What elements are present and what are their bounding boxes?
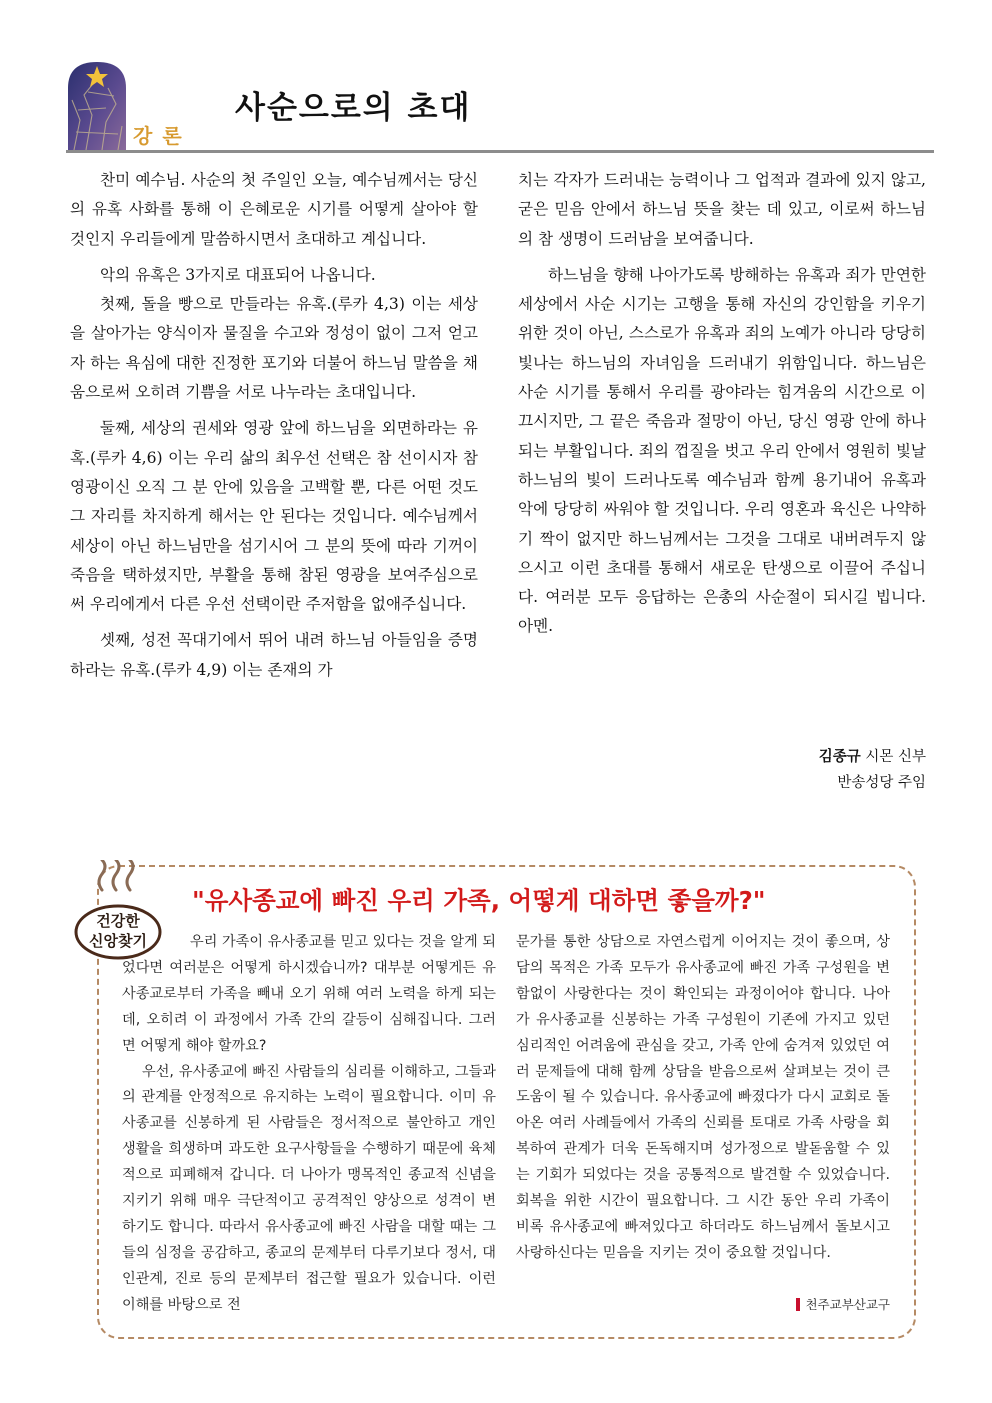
homily-paragraph: 찬미 예수님. 사순의 첫 주일인 오늘, 예수님께서는 당신의 유혹 사화를 통해 이 은혜로운 시기를 어떻게 살아야 할 것인지 우리들에게 말씀하시면서 초대하고 계십니다. (70, 171, 478, 248)
column-paragraph: 문가를 통한 상담으로 자연스럽게 이어지는 것이 좋으며, 상담의 목적은 가족 모두가 유사종교에 빠진 가족 구성원을 변함없이 사랑한다는 것이 확인되는 과정이어야 합니다. 나아가 유사종교를 신봉하는 가족 구성원이 기존에 가지고 있던 심리적인 어려움에 관심을 갖고, 가족 안에 숨겨져 있었던 여러 문제들에 대해 함께 상담을 받음으로써 살펴보는 것이 큰 도움이 될 수 있습니다. 유사종교에 빠졌다가 다시 교회로 돌아온 여러 사례들에서 가족의 신뢰를 토대로 가족 사랑을 회복하여 관계가 더욱 돈독해지며 성가정으로 발돋움할 수 있는 기회가 되었다는 것을 공통적으로 발견할 수 있었습니다. 회복을 위한 시간이 필요합니다. 그 시간 동안 우리 가족이 비록 유사종교에 빠져있다고 하더라도 하느님께서 돌보시고 사랑하신다는 믿음을 지키는 것이 중요할 것입니다. (516, 934, 890, 1261)
homily-paragraph: 하느님을 향해 나아가도록 방해하는 유혹과 죄가 만연한 세상에서 사순 시기는 고행을 통해 자신의 강인함을 키우기 위한 것이 아닌, 스스로가 유혹과 죄의 노예가 아니라 당당히 빛나는 하느님의 자녀임을 드러내기 위함입니다. 하느님은 사순 시기를 통해서 우리를 광야라는 힘겨움의 시간으로 이끄시지만, 그 끝은 죽음과 절망이 아닌, 당신 영광 안에 하나되는 부활입니다. 죄의 껍질을 벗고 우리 안에서 영원히 빛날 하느님의 빛이 드러나도록 예수님과 함께 용기내어 유혹과 악에 당당히 싸워야 할 것입니다. 우리 영혼과 육신은 나약하기 짝이 없지만 하느님께서는 그것을 그대로 내버려두지 않으시고 이런 초대를 통해서 새로운 탄생으로 이끌어 주십니다. 여러분 모두 응답하는 은총의 사순절이 되시길 빕니다. 아멘. (518, 265, 926, 636)
column-paragraph: 우선, 유사종교에 빠진 사람들의 심리를 이해하고, 그들과의 관계를 안정적으로 유지하는 노력이 필요합니다. 이미 유사종교를 신봉하게 된 사람들은 정서적으로 불안하고 개인 생활을 희생하며 과도한 요구사항들을 수행하기 때문에 육체적으로 피폐해져 갑니다. 더 나아가 맹목적인 종교적 신념을 지키기 위해 매우 극단적이고 공격적인 양상으로 성격이 변하기도 합니다. 따라서 유사종교에 빠진 사람을 대할 때는 그들의 심정을 공감하고, 종교의 문제부터 다루기보다 정서, 대인관계, 진로 등의 문제부터 접근할 필요가 있습니다. 이런 이해를 바탕으로 전 (122, 1063, 496, 1313)
homily-paragraph: 셋째, 성전 꼭대기에서 뛰어 내려 하느님 아들임을 증명하라는 유혹.(루카 4,9) 이는 존재의 가 (70, 631, 478, 679)
homily-paragraph: 첫째, 돌을 빵으로 만들라는 유혹.(루카 4,3) 이는 세상을 살아가는 양식이자 물질을 수고와 정성이 없이 그저 얻고자 하는 욕심에 대한 진정한 포기와 더불어 하느님 말씀을 채움으로써 오히려 기쁨을 서로 나누라는 초대입니다. (70, 295, 478, 402)
title-divider (66, 150, 934, 153)
column-title: "유사종교에 빠진 우리 가족, 어떻게 대하면 좋을까?" (192, 886, 766, 915)
svg-text:신앙찾기: 신앙찾기 (89, 932, 147, 950)
page-title: 사순으로의 초대 (235, 90, 472, 126)
source-text: 천주교부산교구 (805, 1297, 890, 1312)
source-credit (640, 1295, 890, 1313)
author-signature (518, 744, 926, 796)
source-bar-icon (796, 1298, 800, 1311)
author-name: 김종규 (818, 749, 861, 765)
author-parish: 반송성당 주임 (837, 775, 926, 791)
column-right-text (516, 930, 890, 1267)
homily-paragraph: 둘째, 세상의 권세와 영광 앞에 하느님을 외면하라는 유혹.(루카 4,6) 이는 우리 삶의 최우선 선택은 참 선이시자 참 영광이신 오직 그 분 안에 있음을 고백할 뿐, 다른 어떤 것도 그 자리를 차지하게 해서는 안 된다는 것입니다. 예수님께서 세상이 아닌 하느님만을 섬기시어 그 분의 뜻에 따라 기꺼이 죽음을 택하셨지만, 부활을 통해 참된 영광을 보여주심으로써 우리에게서 다른 우선 선택이란 주저함을 없애주십니다. (70, 419, 478, 614)
homily-right-column (518, 166, 926, 649)
section-label: 강론 (133, 124, 192, 148)
homily-paragraph: 치는 각자가 드러내는 능력이나 그 업적과 결과에 있지 않고, 굳은 믿음 안에서 하느님 뜻을 찾는 데 있고, 이로써 하느님의 참 생명이 드러남을 보여줍니다. (518, 171, 926, 248)
homily-paragraph: 악의 유혹은 3가지로 대표되어 나옵니다. (100, 265, 376, 284)
column-paragraph: 우리 가족이 유사종교를 믿고 있다는 것을 알게 되었다면 여러분은 어떻게 하시겠습니까? 대부분 어떻게든 유사종교로부터 가족을 빼내 오기 위해 여러 노력을 하게 되는데, 오히려 이 과정에서 가족 간의 갈등이 심해집니다. 그러면 어떻게 해야 할까요? (122, 934, 496, 1054)
author-role: 시몬 신부 (865, 749, 926, 765)
homily-left-column (70, 166, 478, 692)
column-left-text (122, 930, 496, 1319)
svg-text:건강한: 건강한 (96, 912, 140, 930)
stained-glass-logo-icon (66, 60, 128, 150)
